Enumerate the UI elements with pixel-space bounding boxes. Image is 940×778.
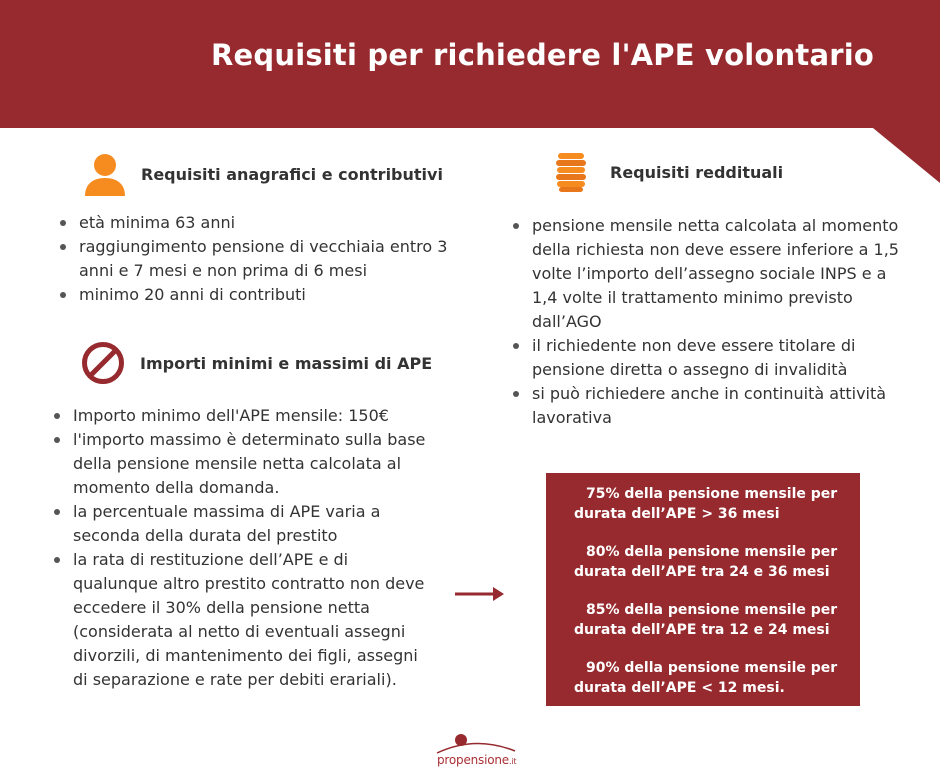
section-heading-anagrafici: Requisiti anagrafici e contributivi	[141, 165, 443, 184]
page-title: Requisiti per richiedere l'APE volontario	[210, 38, 874, 72]
percentage-tier: 80% della pensione mensile per durata dell’APE tra 24 e 36 mesi	[574, 544, 838, 580]
percentages-box	[546, 473, 860, 706]
propensione-logo	[435, 731, 535, 771]
section-heading-importi: Importi minimi e massimi di APE	[140, 354, 433, 373]
list-item: pensione mensile netta calcolata al momento della richiesta non deve essere inferiore a 1,5 volte l’importo dell’assegno sociale INPS e a 1,4 volte il trattamento minimo previsto dall’AGO	[512, 214, 902, 334]
importi-list	[53, 404, 428, 692]
percentage-tier: 75% della pensione mensile per durata dell’APE > 36 mesi	[574, 486, 838, 522]
prohibited-icon	[81, 341, 125, 385]
list-item: età minima 63 anni	[59, 211, 469, 235]
logo-tld: .it	[508, 757, 517, 766]
list-item: il richiedente non deve essere titolare di pensione diretta o assegno di invalidità	[512, 334, 902, 382]
coin-stack-icon	[554, 151, 588, 193]
reddituali-list	[512, 214, 902, 430]
anagrafici-list	[59, 211, 469, 307]
person-icon	[84, 153, 126, 197]
percentage-tier: 90% della pensione mensile per durata dell’APE < 12 mesi.	[574, 660, 838, 696]
list-item: raggiungimento pensione di vecchiaia entro 3 anni e 7 mesi e non prima di 6 mesi	[59, 235, 469, 283]
list-item: minimo 20 anni di contributi	[59, 283, 469, 307]
list-item: Importo minimo dell'APE mensile: 150€	[53, 404, 428, 428]
list-item: si può richiedere anche in continuità attività lavorativa	[512, 382, 902, 430]
logo-name: propensione	[437, 753, 509, 767]
arrow-right-icon	[455, 584, 505, 604]
header-banner	[0, 0, 940, 183]
percentage-tier: 85% della pensione mensile per durata dell’APE tra 12 e 24 mesi	[574, 602, 838, 638]
list-item: l'importo massimo è determinato sulla base della pensione mensile netta calcolata al momento della domanda.	[53, 428, 428, 500]
list-item: la percentuale massima di APE varia a seconda della durata del prestito	[53, 500, 428, 548]
list-item: la rata di restituzione dell’APE e di qualunque altro prestito contratto non deve eccedere il 30% della pensione netta (considerata al netto di eventuali assegni divorzili, di mantenimento dei figli, assegni di separazione e rate per debiti erariali).	[53, 548, 428, 692]
section-heading-reddituali: Requisiti reddituali	[610, 163, 784, 182]
